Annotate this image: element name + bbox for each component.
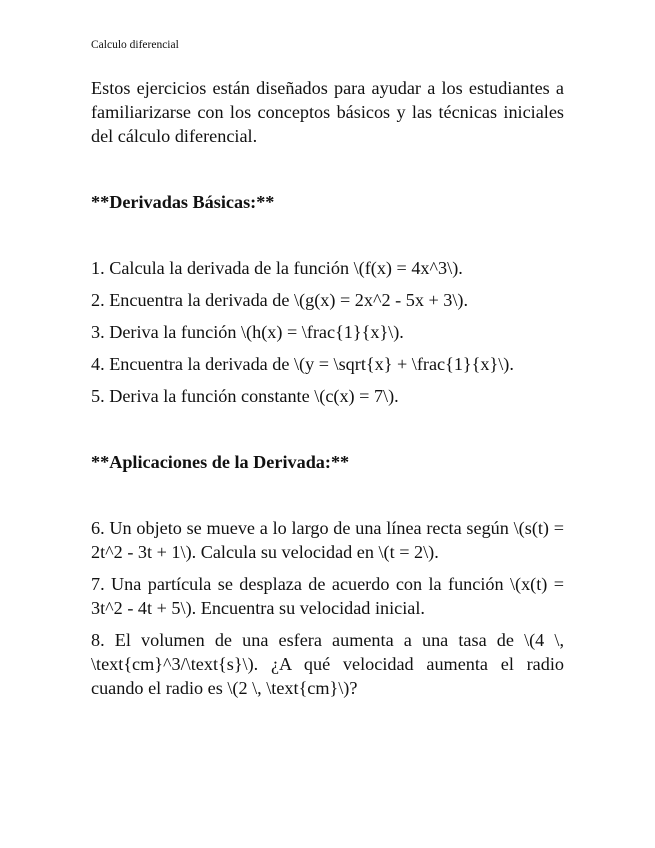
exercise-item: 5. Deriva la función constante \(c(x) = 7\). — [91, 386, 399, 406]
document-body — [91, 76, 564, 708]
exercise-item: 8. El volumen de una esfera aumenta a una tasa de \(4 \, \text{cm}^3/\text{s}\). ¿A qué velocidad aumenta el radio cuando el radio es \(2 \, \text{cm}\)? — [91, 630, 564, 698]
exercise-item: 4. Encuentra la derivada de \(y = \sqrt{x} + \frac{1}{x}\). — [91, 354, 514, 374]
exercise-item: 3. Deriva la función \(h(x) = \frac{1}{x}\). — [91, 322, 404, 342]
exercise-item: 6. Un objeto se mueve a lo largo de una línea recta según \(s(t) = 2t^2 - 3t + 1\). Calcula su velocidad en \(t = 2\). — [91, 518, 564, 562]
exercise-list-applications — [91, 516, 564, 700]
exercise-item: 2. Encuentra la derivada de \(g(x) = 2x^2 - 5x + 3\). — [91, 290, 469, 310]
running-header: Calculo diferencial — [91, 39, 179, 51]
intro-paragraph: Estos ejercicios están diseñados para ayudar a los estudiantes a familiarizarse con los conceptos básicos y las técnicas iniciales del cálculo diferencial. — [91, 78, 564, 146]
exercise-item: 1. Calcula la derivada de la función \(f(x) = 4x^3\). — [91, 258, 463, 278]
exercise-item: 7. Una partícula se desplaza de acuerdo con la función \(x(t) = 3t^2 - 4t + 5\). Encuentra su velocidad inicial. — [91, 574, 564, 618]
section-heading-basic-derivatives: **Derivadas Básicas:** — [91, 192, 275, 212]
exercise-list-basic — [91, 256, 564, 408]
section-heading-applications: **Aplicaciones de la Derivada:** — [91, 452, 350, 472]
